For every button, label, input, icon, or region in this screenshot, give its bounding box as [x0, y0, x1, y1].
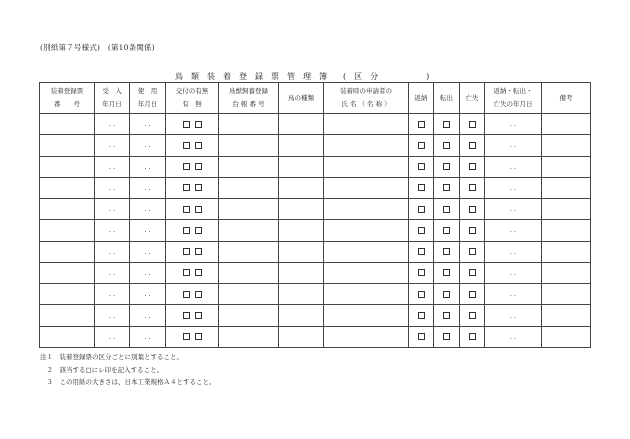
cell-return-date[interactable]: . . — [485, 241, 542, 262]
cell-use-date[interactable]: . . — [130, 326, 166, 347]
cell-lost — [460, 177, 485, 198]
cell-received-date[interactable]: . . — [95, 262, 130, 283]
cell-received-date[interactable]: . . — [95, 114, 130, 135]
checkbox-transferred-out[interactable] — [443, 227, 450, 234]
checkbox-issued-no[interactable] — [195, 121, 202, 128]
cell-return-date[interactable]: . . — [485, 114, 542, 135]
cell-issuance — [166, 114, 219, 135]
cell-received-date[interactable]: . . — [95, 241, 130, 262]
header-applicant: 装着時の申請者の 氏 名 （ 名 称 ） — [324, 83, 409, 114]
table-row — [40, 305, 591, 326]
cell-remarks[interactable] — [542, 305, 591, 326]
cell-bird-ledger-no[interactable] — [219, 305, 279, 326]
cell-lost — [460, 241, 485, 262]
cell-return-date[interactable]: . . — [485, 135, 542, 156]
cell-bird-ledger-no[interactable] — [219, 262, 279, 283]
cell-returned — [409, 284, 434, 305]
table-row — [40, 199, 591, 220]
cell-received-date[interactable]: . . — [95, 305, 130, 326]
checkbox-issued-no[interactable] — [195, 184, 202, 191]
cell-use-date[interactable]: . . — [130, 156, 166, 177]
checkbox-lost[interactable] — [469, 206, 476, 213]
checkbox-issued-yes[interactable] — [183, 312, 190, 319]
cell-issuance — [166, 156, 219, 177]
cell-received-date[interactable]: . . — [95, 135, 130, 156]
cell-registration-no[interactable] — [40, 326, 95, 347]
cell-applicant[interactable] — [324, 220, 409, 241]
cell-registration-no[interactable] — [40, 305, 95, 326]
header-use-date: 使 用 年月日 — [130, 83, 166, 114]
cell-return-date[interactable]: . . — [485, 284, 542, 305]
cell-bird-species[interactable] — [279, 156, 324, 177]
cell-bird-species[interactable] — [279, 135, 324, 156]
cell-return-date[interactable]: . . — [485, 199, 542, 220]
cell-use-date[interactable]: . . — [130, 241, 166, 262]
cell-applicant[interactable] — [324, 262, 409, 283]
cell-applicant[interactable] — [324, 114, 409, 135]
checkbox-returned[interactable] — [418, 333, 425, 340]
cell-bird-ledger-no[interactable] — [219, 220, 279, 241]
cell-returned — [409, 114, 434, 135]
cell-transferred-out — [434, 220, 460, 241]
cell-received-date[interactable]: . . — [95, 326, 130, 347]
cell-lost — [460, 262, 485, 283]
checkbox-returned[interactable] — [418, 184, 425, 191]
cell-transferred-out — [434, 156, 460, 177]
cell-return-date[interactable]: . . — [485, 156, 542, 177]
table-row — [40, 220, 591, 241]
cell-registration-no[interactable] — [40, 177, 95, 198]
header-transferred-out: 転出 — [434, 83, 460, 114]
cell-registration-no[interactable] — [40, 262, 95, 283]
cell-issuance — [166, 177, 219, 198]
cell-applicant[interactable] — [324, 284, 409, 305]
cell-transferred-out — [434, 177, 460, 198]
checkbox-returned[interactable] — [418, 206, 425, 213]
checkbox-issued-yes[interactable] — [183, 121, 190, 128]
cell-registration-no[interactable] — [40, 220, 95, 241]
cell-bird-species[interactable] — [279, 262, 324, 283]
cell-bird-species[interactable] — [279, 114, 324, 135]
cell-bird-species[interactable] — [279, 284, 324, 305]
checkbox-transferred-out[interactable] — [443, 333, 450, 340]
checkbox-lost[interactable] — [469, 184, 476, 191]
table-row — [40, 177, 591, 198]
checkbox-issued-no[interactable] — [195, 269, 202, 276]
cell-bird-ledger-no[interactable] — [219, 326, 279, 347]
cell-use-date[interactable]: . . — [130, 199, 166, 220]
checkbox-issued-yes[interactable] — [183, 227, 190, 234]
cell-remarks[interactable] — [542, 177, 591, 198]
cell-issuance — [166, 241, 219, 262]
cell-registration-no[interactable] — [40, 114, 95, 135]
cell-transferred-out — [434, 305, 460, 326]
checkbox-lost[interactable] — [469, 333, 476, 340]
note-3: ３ この用紙の大きさは、日本工業規格Ａ４とすること。 — [40, 378, 216, 386]
cell-applicant[interactable] — [324, 199, 409, 220]
cell-registration-no[interactable] — [40, 135, 95, 156]
cell-transferred-out — [434, 262, 460, 283]
cell-returned — [409, 241, 434, 262]
checkbox-lost[interactable] — [469, 269, 476, 276]
cell-registration-no[interactable] — [40, 284, 95, 305]
cell-remarks[interactable] — [542, 220, 591, 241]
cell-lost — [460, 114, 485, 135]
cell-transferred-out — [434, 241, 460, 262]
cell-lost — [460, 305, 485, 326]
checkbox-lost[interactable] — [469, 248, 476, 255]
cell-issuance — [166, 305, 219, 326]
checkbox-returned[interactable] — [418, 121, 425, 128]
cell-bird-species[interactable] — [279, 241, 324, 262]
cell-received-date[interactable]: . . — [95, 177, 130, 198]
table-row — [40, 284, 591, 305]
checkbox-issued-yes[interactable] — [183, 142, 190, 149]
header-lost: 亡失 — [460, 83, 485, 114]
cell-use-date[interactable]: . . — [130, 114, 166, 135]
cell-returned — [409, 199, 434, 220]
cell-lost — [460, 199, 485, 220]
cell-use-date[interactable]: . . — [130, 177, 166, 198]
cell-applicant[interactable] — [324, 135, 409, 156]
cell-bird-species[interactable] — [279, 199, 324, 220]
cell-return-date[interactable]: . . — [485, 177, 542, 198]
cell-registration-no[interactable] — [40, 156, 95, 177]
checkbox-lost[interactable] — [469, 291, 476, 298]
checkbox-transferred-out[interactable] — [443, 206, 450, 213]
cell-returned — [409, 135, 434, 156]
cell-received-date[interactable]: . . — [95, 220, 130, 241]
table-row — [40, 241, 591, 262]
checkbox-returned[interactable] — [418, 312, 425, 319]
cell-registration-no[interactable] — [40, 199, 95, 220]
cell-bird-species[interactable] — [279, 305, 324, 326]
checkbox-issued-yes[interactable] — [183, 291, 190, 298]
note-1: 注１ 装着登録票の区分ごとに別葉とすること。 — [40, 353, 183, 361]
header-row — [40, 83, 591, 114]
cell-applicant[interactable] — [324, 177, 409, 198]
cell-bird-ledger-no[interactable] — [219, 284, 279, 305]
cell-returned — [409, 156, 434, 177]
checkbox-transferred-out[interactable] — [443, 269, 450, 276]
table-row — [40, 114, 591, 135]
checkbox-issued-yes[interactable] — [183, 269, 190, 276]
cell-transferred-out — [434, 284, 460, 305]
checkbox-issued-no[interactable] — [195, 142, 202, 149]
checkbox-issued-yes[interactable] — [183, 248, 190, 255]
ledger-body — [40, 114, 591, 348]
ledger-title: 鳥 類 装 着 登 録 票 管 理 簿 ( 区 分 ) — [175, 72, 430, 81]
cell-use-date[interactable]: . . — [130, 262, 166, 283]
cell-returned — [409, 326, 434, 347]
cell-use-date[interactable]: . . — [130, 135, 166, 156]
checkbox-transferred-out[interactable] — [443, 312, 450, 319]
checkbox-returned[interactable] — [418, 163, 425, 170]
cell-issuance — [166, 199, 219, 220]
cell-bird-species[interactable] — [279, 326, 324, 347]
form-identifier: (別紙第７号様式) (第10条関係) — [40, 43, 155, 52]
cell-lost — [460, 220, 485, 241]
cell-lost — [460, 156, 485, 177]
checkbox-transferred-out[interactable] — [443, 184, 450, 191]
cell-remarks[interactable] — [542, 326, 591, 347]
cell-applicant[interactable] — [324, 156, 409, 177]
checkbox-lost[interactable] — [469, 227, 476, 234]
checkbox-returned[interactable] — [418, 142, 425, 149]
cell-remarks[interactable] — [542, 114, 591, 135]
checkbox-issued-yes[interactable] — [183, 333, 190, 340]
cell-use-date[interactable]: . . — [130, 220, 166, 241]
checkbox-lost[interactable] — [469, 163, 476, 170]
cell-bird-ledger-no[interactable] — [219, 241, 279, 262]
cell-return-date[interactable]: . . — [485, 326, 542, 347]
cell-transferred-out — [434, 199, 460, 220]
cell-returned — [409, 305, 434, 326]
cell-transferred-out — [434, 135, 460, 156]
header-registration-no: 装着登録票 番 号 — [40, 83, 95, 114]
checkbox-issued-no[interactable] — [195, 163, 202, 170]
cell-use-date[interactable]: . . — [130, 305, 166, 326]
cell-bird-ledger-no[interactable] — [219, 199, 279, 220]
checkbox-issued-no[interactable] — [195, 333, 202, 340]
checkbox-transferred-out[interactable] — [443, 163, 450, 170]
cell-lost — [460, 284, 485, 305]
cell-remarks[interactable] — [542, 241, 591, 262]
header-issuance: 交付の有無 有 無 — [166, 83, 219, 114]
checkbox-issued-no[interactable] — [195, 312, 202, 319]
header-returned: 返納 — [409, 83, 434, 114]
header-received-date: 受 入 年月日 — [95, 83, 130, 114]
cell-issuance — [166, 135, 219, 156]
cell-use-date[interactable]: . . — [130, 284, 166, 305]
cell-remarks[interactable] — [542, 262, 591, 283]
cell-bird-ledger-no[interactable] — [219, 177, 279, 198]
header-remarks: 備考 — [542, 83, 591, 114]
checkbox-issued-no[interactable] — [195, 227, 202, 234]
cell-bird-species[interactable] — [279, 177, 324, 198]
checkbox-returned[interactable] — [418, 248, 425, 255]
checkbox-issued-yes[interactable] — [183, 206, 190, 213]
checkbox-lost[interactable] — [469, 312, 476, 319]
cell-issuance — [166, 220, 219, 241]
cell-remarks[interactable] — [542, 156, 591, 177]
table-row — [40, 262, 591, 283]
table-row — [40, 326, 591, 347]
cell-issuance — [166, 284, 219, 305]
cell-registration-no[interactable] — [40, 241, 95, 262]
notes — [40, 351, 216, 389]
cell-remarks[interactable] — [542, 284, 591, 305]
cell-issuance — [166, 262, 219, 283]
checkbox-issued-no[interactable] — [195, 206, 202, 213]
cell-received-date[interactable]: . . — [95, 156, 130, 177]
cell-return-date[interactable]: . . — [485, 262, 542, 283]
cell-bird-ledger-no[interactable] — [219, 135, 279, 156]
checkbox-issued-yes[interactable] — [183, 184, 190, 191]
cell-applicant[interactable] — [324, 305, 409, 326]
cell-return-date[interactable]: . . — [485, 305, 542, 326]
cell-bird-species[interactable] — [279, 220, 324, 241]
checkbox-issued-yes[interactable] — [183, 163, 190, 170]
checkbox-transferred-out[interactable] — [443, 248, 450, 255]
table-row — [40, 135, 591, 156]
checkbox-transferred-out[interactable] — [443, 142, 450, 149]
checkbox-issued-no[interactable] — [195, 248, 202, 255]
header-bird-species: 鳥の種類 — [279, 83, 324, 114]
table-row — [40, 156, 591, 177]
cell-returned — [409, 177, 434, 198]
checkbox-transferred-out[interactable] — [443, 121, 450, 128]
checkbox-transferred-out[interactable] — [443, 291, 450, 298]
cell-return-date[interactable]: . . — [485, 220, 542, 241]
cell-applicant[interactable] — [324, 326, 409, 347]
checkbox-returned[interactable] — [418, 269, 425, 276]
note-2: ２ 該当する□にレ印を記入すること。 — [40, 365, 164, 374]
cell-transferred-out — [434, 114, 460, 135]
checkbox-lost[interactable] — [469, 121, 476, 128]
cell-received-date[interactable]: . . — [95, 199, 130, 220]
cell-remarks[interactable] — [542, 135, 591, 156]
checkbox-lost[interactable] — [469, 142, 476, 149]
cell-remarks[interactable] — [542, 199, 591, 220]
cell-lost — [460, 326, 485, 347]
cell-returned — [409, 262, 434, 283]
checkbox-issued-no[interactable] — [195, 291, 202, 298]
cell-received-date[interactable]: . . — [95, 284, 130, 305]
cell-transferred-out — [434, 326, 460, 347]
ledger-table — [39, 82, 591, 348]
cell-lost — [460, 135, 485, 156]
checkbox-returned[interactable] — [418, 291, 425, 298]
header-return-date: 返納・転出・ 亡失の年月日 — [485, 83, 542, 114]
cell-returned — [409, 220, 434, 241]
cell-bird-ledger-no[interactable] — [219, 114, 279, 135]
cell-bird-ledger-no[interactable] — [219, 156, 279, 177]
cell-issuance — [166, 326, 219, 347]
cell-applicant[interactable] — [324, 241, 409, 262]
checkbox-returned[interactable] — [418, 227, 425, 234]
header-bird-ledger-no: 鳥獣飼養登録 台 帳 番 号 — [219, 83, 279, 114]
